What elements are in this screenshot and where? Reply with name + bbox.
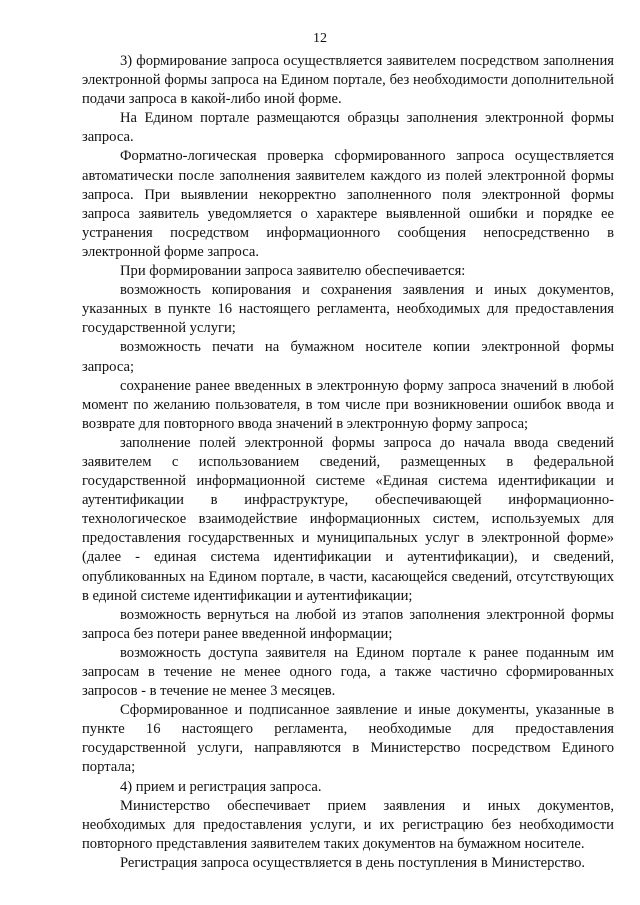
document-body bbox=[82, 52, 614, 873]
paragraph: возможность вернуться на любой из этапов заполнения электронной формы запроса без потери ранее введенной информации; bbox=[82, 606, 614, 642]
paragraph: Регистрация запроса осуществляется в день поступления в Министерство. bbox=[120, 854, 586, 871]
paragraph: Министерство обеспечивает прием заявления и иных документов, необходимых для предоставления услуги, и их регистрацию без необходимости повторного представления заявителем таких документов на бумажном носителе. bbox=[82, 797, 614, 852]
paragraph: заполнение полей электронной формы запроса до начала ввода сведений заявителем с использованием сведений, размещенных в федеральной государственной информационной системе «Единая система идентификации и аутентификации в инфраструктуре, обеспечивающей информационно-технологическое взаимодействие информационных систем, используемых для предоставления государственных и муниципальных услуг в электронной форме» (далее - единая система идентификации и аутентификации), и сведений, опубликованных на Едином портале, в части, касающейся сведений, отсутствующих в единой системе идентификации и аутентификации; bbox=[82, 434, 614, 604]
paragraph: Сформированное и подписанное заявление и иные документы, указанные в пункте 16 настоящего регламента, необходимые для предоставления государственной услуги, направляются в Министерство посредством Единого портала; bbox=[82, 702, 614, 776]
paragraph: возможность копирования и сохранения заявления и иных документов, указанных в пункте 16 настоящего регламента, необходимых для предоставления государственной услуги; bbox=[82, 282, 614, 337]
paragraph: На Едином портале размещаются образцы заполнения электронной формы запроса. bbox=[82, 110, 614, 146]
page-number: 12 bbox=[313, 31, 327, 46]
paragraph: При формировании запроса заявителю обеспечивается: bbox=[120, 263, 466, 280]
paragraph: возможность печати на бумажном носителе копии электронной формы запроса; bbox=[82, 339, 614, 375]
paragraph: Форматно-логическая проверка сформированного запроса осуществляется автоматически после заполнения заявителем каждого из полей электронной формы запроса. При выявлении некорректно заполненного поля электронной формы запроса заявитель уведомляется о характере выявленной ошибки и порядке ее устранения посредством информационного сообщения непосредственно в электронной форме запроса. bbox=[82, 148, 614, 260]
paragraph: сохранение ранее введенных в электронную форму запроса значений в любой момент по желанию пользователя, в том числе при возникновении ошибок ввода и возврате для повторного ввода значений в электронную форму запроса; bbox=[82, 377, 614, 432]
paragraph: 3) формирование запроса осуществляется заявителем посредством заполнения электронной формы запроса на Едином портале, без необходимости дополнительной подачи запроса в какой-либо иной форме. bbox=[82, 53, 614, 108]
paragraph: 4) прием и регистрация запроса. bbox=[120, 778, 322, 795]
paragraph: возможность доступа заявителя на Едином портале к ранее поданным им запросам в течение не менее одного года, а также частично сформированных запросов - в течение не менее 3 месяцев. bbox=[82, 644, 614, 700]
